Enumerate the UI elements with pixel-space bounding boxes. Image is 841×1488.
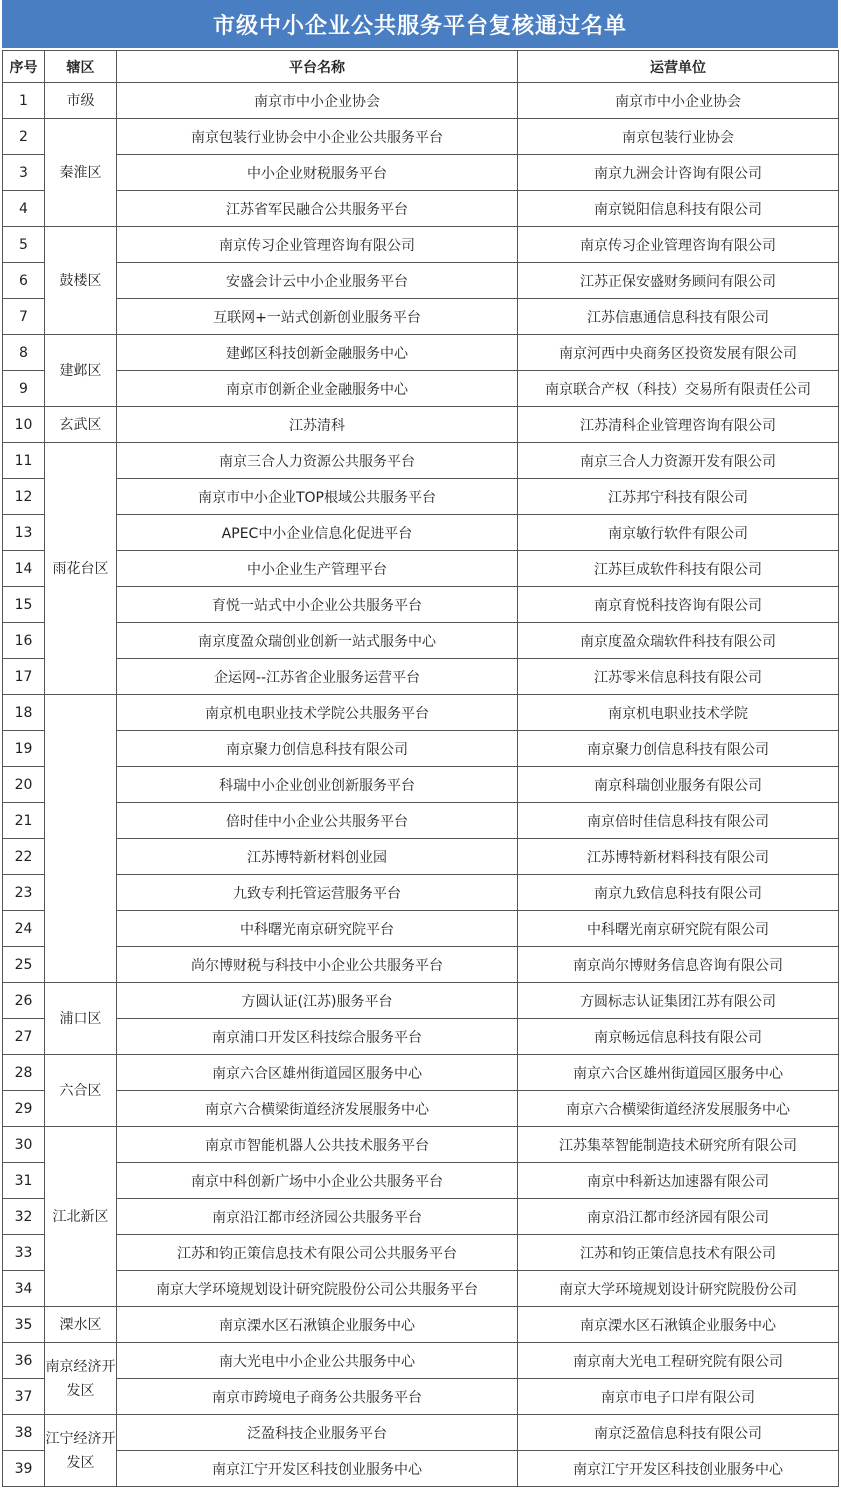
table-row [3, 839, 839, 875]
operator-cell: 南京六合横梁街道经济发展服务中心 [518, 1091, 839, 1127]
platform-name-cell: 江苏和钧正策信息技术有限公司公共服务平台 [117, 1235, 518, 1271]
table-row [3, 479, 839, 515]
platform-name-cell: 南京市跨境电子商务公共服务平台 [117, 1379, 518, 1415]
platform-name-cell: 南京度盈众瑞创业创新一站式服务中心 [117, 623, 518, 659]
serial-no-cell: 36 [3, 1343, 45, 1379]
platform-name-cell: 南京聚力创信息科技有限公司 [117, 731, 518, 767]
operator-cell: 南京六合区雄州街道园区服务中心 [518, 1055, 839, 1091]
operator-cell: 南京大学环境规划设计研究院股份公司 [518, 1271, 839, 1307]
platform-name-cell: 安盛会计云中小企业服务平台 [117, 263, 518, 299]
operator-cell: 南京锐阳信息科技有限公司 [518, 191, 839, 227]
serial-no-cell: 29 [3, 1091, 45, 1127]
serial-no-cell: 8 [3, 335, 45, 371]
platform-name-cell: 中科曙光南京研究院平台 [117, 911, 518, 947]
operator-cell: 南京河西中央商务区投资发展有限公司 [518, 335, 839, 371]
serial-no-cell: 13 [3, 515, 45, 551]
platform-name-cell: 南京传习企业管理咨询有限公司 [117, 227, 518, 263]
serial-no-cell: 22 [3, 839, 45, 875]
platform-name-cell: 江苏博特新材料创业园 [117, 839, 518, 875]
serial-no-cell: 19 [3, 731, 45, 767]
serial-no-cell: 2 [3, 119, 45, 155]
platform-name-cell: 南京三合人力资源公共服务平台 [117, 443, 518, 479]
table-row [3, 83, 839, 119]
operator-cell: 南京包装行业协会 [518, 119, 839, 155]
table-row [3, 731, 839, 767]
table-row [3, 767, 839, 803]
table-row [3, 587, 839, 623]
district-cell: 秦淮区 [45, 119, 117, 227]
platform-name-cell: 南京沿江都市经济园公共服务平台 [117, 1199, 518, 1235]
table-row [3, 191, 839, 227]
serial-no-cell: 25 [3, 947, 45, 983]
platform-name-cell: 南京机电职业技术学院公共服务平台 [117, 695, 518, 731]
serial-no-cell: 28 [3, 1055, 45, 1091]
district-cell: 南京经济开发区 [45, 1343, 117, 1415]
serial-no-cell: 37 [3, 1379, 45, 1415]
operator-cell: 南京泛盈信息科技有限公司 [518, 1415, 839, 1451]
table-row [3, 911, 839, 947]
serial-no-cell: 33 [3, 1235, 45, 1271]
platform-name-cell: 泛盈科技企业服务平台 [117, 1415, 518, 1451]
serial-no-cell: 12 [3, 479, 45, 515]
serial-no-cell: 5 [3, 227, 45, 263]
platform-name-cell: 江苏清科 [117, 407, 518, 443]
district-cell [45, 695, 117, 983]
table-row [3, 1451, 839, 1487]
operator-cell: 江苏邦宁科技有限公司 [518, 479, 839, 515]
header-operator: 运营单位 [518, 51, 839, 83]
table-row [3, 1343, 839, 1379]
table-row [3, 983, 839, 1019]
table-row [3, 1019, 839, 1055]
approved-platform-table [2, 50, 839, 1487]
table-row [3, 1307, 839, 1343]
serial-no-cell: 6 [3, 263, 45, 299]
platform-name-cell: 南京浦口开发区科技综合服务平台 [117, 1019, 518, 1055]
serial-no-cell: 20 [3, 767, 45, 803]
table-row [3, 407, 839, 443]
table-row [3, 1235, 839, 1271]
platform-name-cell: 南京江宁开发区科技创业服务中心 [117, 1451, 518, 1487]
district-cell: 浦口区 [45, 983, 117, 1055]
operator-cell: 南京聚力创信息科技有限公司 [518, 731, 839, 767]
district-cell: 江北新区 [45, 1127, 117, 1307]
platform-name-cell: 科瑞中小企业创业创新服务平台 [117, 767, 518, 803]
table-row [3, 803, 839, 839]
platform-name-cell: 江苏省军民融合公共服务平台 [117, 191, 518, 227]
serial-no-cell: 3 [3, 155, 45, 191]
platform-name-cell: APEC中小企业信息化促进平台 [117, 515, 518, 551]
table-row [3, 515, 839, 551]
platform-name-cell: 互联网+一站式创新创业服务平台 [117, 299, 518, 335]
operator-cell: 南京育悦科技咨询有限公司 [518, 587, 839, 623]
table-row [3, 1415, 839, 1451]
operator-cell: 南京畅远信息科技有限公司 [518, 1019, 839, 1055]
table-row [3, 875, 839, 911]
header-serial-no: 序号 [3, 51, 45, 83]
platform-name-cell: 尚尔博财税与科技中小企业公共服务平台 [117, 947, 518, 983]
header-platform-name: 平台名称 [117, 51, 518, 83]
platform-name-cell: 南京大学环境规划设计研究院股份公司公共服务平台 [117, 1271, 518, 1307]
serial-no-cell: 21 [3, 803, 45, 839]
table-header-row [3, 51, 839, 83]
table-row [3, 119, 839, 155]
district-cell: 六合区 [45, 1055, 117, 1127]
serial-no-cell: 32 [3, 1199, 45, 1235]
table-row [3, 1163, 839, 1199]
platform-name-cell: 南京市智能机器人公共技术服务平台 [117, 1127, 518, 1163]
operator-cell: 江苏博特新材料科技有限公司 [518, 839, 839, 875]
table-row [3, 227, 839, 263]
operator-cell: 江苏信惠通信息科技有限公司 [518, 299, 839, 335]
serial-no-cell: 16 [3, 623, 45, 659]
serial-no-cell: 4 [3, 191, 45, 227]
platform-name-cell: 九致专利托管运营服务平台 [117, 875, 518, 911]
operator-cell: 南京九致信息科技有限公司 [518, 875, 839, 911]
serial-no-cell: 14 [3, 551, 45, 587]
table-row [3, 1127, 839, 1163]
platform-name-cell: 方圆认证(江苏)服务平台 [117, 983, 518, 1019]
platform-name-cell: 建邺区科技创新金融服务中心 [117, 335, 518, 371]
serial-no-cell: 10 [3, 407, 45, 443]
table-row [3, 1379, 839, 1415]
operator-cell: 南京江宁开发区科技创业服务中心 [518, 1451, 839, 1487]
platform-name-cell: 南大光电中小企业公共服务中心 [117, 1343, 518, 1379]
table-row [3, 443, 839, 479]
header-district: 辖区 [45, 51, 117, 83]
platform-name-cell: 中小企业财税服务平台 [117, 155, 518, 191]
table-row [3, 335, 839, 371]
serial-no-cell: 9 [3, 371, 45, 407]
operator-cell: 南京联合产权（科技）交易所有限责任公司 [518, 371, 839, 407]
district-cell: 雨花台区 [45, 443, 117, 695]
serial-no-cell: 34 [3, 1271, 45, 1307]
serial-no-cell: 15 [3, 587, 45, 623]
table-row [3, 659, 839, 695]
platform-name-cell: 南京溧水区石湫镇企业服务中心 [117, 1307, 518, 1343]
serial-no-cell: 27 [3, 1019, 45, 1055]
operator-cell: 南京沿江都市经济园有限公司 [518, 1199, 839, 1235]
serial-no-cell: 38 [3, 1415, 45, 1451]
platform-name-cell: 倍时佳中小企业公共服务平台 [117, 803, 518, 839]
platform-name-cell: 企运网--江苏省企业服务运营平台 [117, 659, 518, 695]
platform-name-cell: 南京市中小企业TOP根域公共服务平台 [117, 479, 518, 515]
table-body [3, 83, 839, 1487]
operator-cell: 南京市中小企业协会 [518, 83, 839, 119]
serial-no-cell: 35 [3, 1307, 45, 1343]
operator-cell: 南京尚尔博财务信息咨询有限公司 [518, 947, 839, 983]
serial-no-cell: 26 [3, 983, 45, 1019]
operator-cell: 江苏集萃智能制造技术研究所有限公司 [518, 1127, 839, 1163]
operator-cell: 南京九洲会计咨询有限公司 [518, 155, 839, 191]
operator-cell: 江苏正保安盛财务顾问有限公司 [518, 263, 839, 299]
serial-no-cell: 11 [3, 443, 45, 479]
platform-name-cell: 南京市中小企业协会 [117, 83, 518, 119]
operator-cell: 南京溧水区石湫镇企业服务中心 [518, 1307, 839, 1343]
serial-no-cell: 24 [3, 911, 45, 947]
table-row [3, 1091, 839, 1127]
platform-name-cell: 育悦一站式中小企业公共服务平台 [117, 587, 518, 623]
operator-cell: 江苏零米信息科技有限公司 [518, 659, 839, 695]
operator-cell: 方圆标志认证集团江苏有限公司 [518, 983, 839, 1019]
table-row [3, 551, 839, 587]
serial-no-cell: 18 [3, 695, 45, 731]
operator-cell: 江苏巨成软件科技有限公司 [518, 551, 839, 587]
serial-no-cell: 1 [3, 83, 45, 119]
operator-cell: 南京敏行软件有限公司 [518, 515, 839, 551]
district-cell: 玄武区 [45, 407, 117, 443]
table-row [3, 623, 839, 659]
table-row [3, 1055, 839, 1091]
serial-no-cell: 39 [3, 1451, 45, 1487]
platform-name-cell: 中小企业生产管理平台 [117, 551, 518, 587]
district-cell: 鼓楼区 [45, 227, 117, 335]
operator-cell: 江苏和钧正策信息技术有限公司 [518, 1235, 839, 1271]
table-row [3, 155, 839, 191]
platform-name-cell: 南京六合横梁街道经济发展服务中心 [117, 1091, 518, 1127]
district-cell: 江宁经济开发区 [45, 1415, 117, 1487]
operator-cell: 中科曙光南京研究院有限公司 [518, 911, 839, 947]
table-row [3, 299, 839, 335]
platform-name-cell: 南京包装行业协会中小企业公共服务平台 [117, 119, 518, 155]
operator-cell: 南京南大光电工程研究院有限公司 [518, 1343, 839, 1379]
table-row [3, 1271, 839, 1307]
page-title: 市级中小企业公共服务平台复核通过名单 [2, 0, 838, 48]
operator-cell: 南京中科新达加速器有限公司 [518, 1163, 839, 1199]
district-cell: 建邺区 [45, 335, 117, 407]
operator-cell: 南京机电职业技术学院 [518, 695, 839, 731]
table-row [3, 371, 839, 407]
platform-name-cell: 南京市创新企业金融服务中心 [117, 371, 518, 407]
operator-cell: 南京度盈众瑞软件科技有限公司 [518, 623, 839, 659]
platform-name-cell: 南京六合区雄州街道园区服务中心 [117, 1055, 518, 1091]
operator-cell: 南京科瑞创业服务有限公司 [518, 767, 839, 803]
table-row [3, 263, 839, 299]
table-row [3, 695, 839, 731]
platform-name-cell: 南京中科创新广场中小企业公共服务平台 [117, 1163, 518, 1199]
table-row [3, 947, 839, 983]
operator-cell: 南京三合人力资源开发有限公司 [518, 443, 839, 479]
table-row [3, 1199, 839, 1235]
operator-cell: 江苏清科企业管理咨询有限公司 [518, 407, 839, 443]
serial-no-cell: 30 [3, 1127, 45, 1163]
serial-no-cell: 7 [3, 299, 45, 335]
serial-no-cell: 17 [3, 659, 45, 695]
district-cell: 溧水区 [45, 1307, 117, 1343]
operator-cell: 南京市电子口岸有限公司 [518, 1379, 839, 1415]
district-cell: 市级 [45, 83, 117, 119]
operator-cell: 南京倍时佳信息科技有限公司 [518, 803, 839, 839]
serial-no-cell: 23 [3, 875, 45, 911]
operator-cell: 南京传习企业管理咨询有限公司 [518, 227, 839, 263]
serial-no-cell: 31 [3, 1163, 45, 1199]
